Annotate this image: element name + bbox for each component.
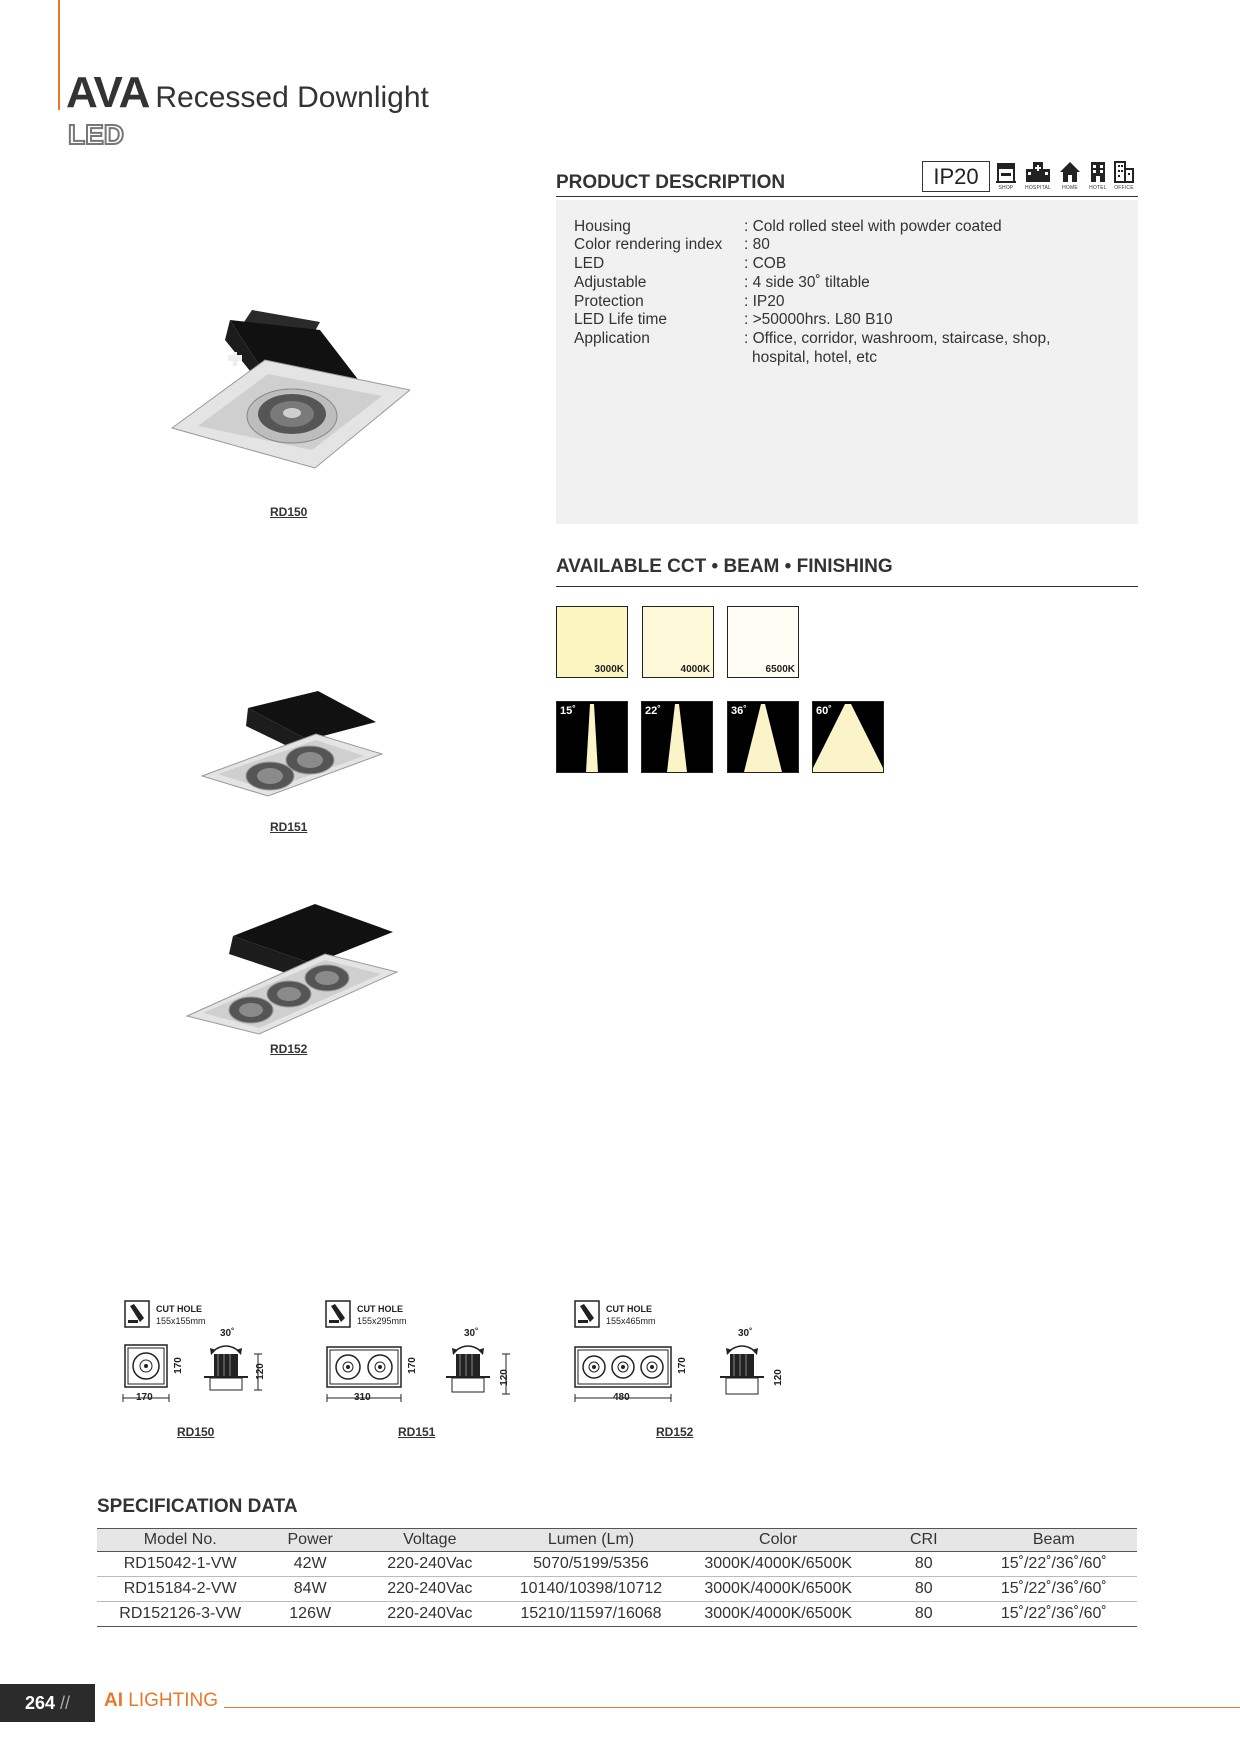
shop-label: SHOP bbox=[998, 185, 1014, 191]
rd150-front-drawing bbox=[124, 1344, 168, 1390]
specification-table bbox=[97, 1528, 1137, 1627]
hospital-icon bbox=[1024, 160, 1052, 194]
cell-beam: 15˚/22˚/36˚/60˚ bbox=[971, 1552, 1137, 1577]
header-accent-line bbox=[58, 0, 60, 110]
cell-power: 84W bbox=[263, 1577, 357, 1602]
cell-beam: 15˚/22˚/36˚/60˚ bbox=[971, 1577, 1137, 1602]
cell-color: 3000K/4000K/6500K bbox=[679, 1602, 877, 1627]
cell-color: 3000K/4000K/6500K bbox=[679, 1552, 877, 1577]
spec-row-protection: Protection : IP20 bbox=[574, 293, 785, 310]
rd151-height-dim: 120 bbox=[498, 1369, 510, 1386]
page-separator: // bbox=[60, 1693, 71, 1713]
cell-cri: 80 bbox=[877, 1552, 971, 1577]
spec-row-application-cont: hospital, hotel, etc bbox=[752, 349, 877, 366]
page-number: 264 bbox=[24, 1693, 55, 1713]
led-badge-text: LED bbox=[68, 120, 124, 148]
col-color: Color bbox=[679, 1529, 877, 1552]
hospital-label: HOSPITAL bbox=[1025, 185, 1051, 191]
office-label: OFFICE bbox=[1114, 185, 1134, 191]
rd152-cut-hole: CUT HOLE 155x465mm bbox=[606, 1304, 656, 1326]
cut-hole-icon bbox=[574, 1300, 600, 1328]
rd151-width-dim: 310 bbox=[354, 1392, 371, 1403]
cct-beam-heading: AVAILABLE CCT • BEAM • FINISHING bbox=[556, 556, 893, 577]
brand-light: LIGHTING bbox=[123, 1690, 219, 1711]
hotel-icon bbox=[1084, 160, 1112, 194]
rd152-label: RD152 bbox=[270, 1042, 308, 1056]
cct-swatch-6500k: 6500K bbox=[727, 606, 799, 678]
cell-model: RD15042-1-VW bbox=[97, 1552, 263, 1577]
col-voltage: Voltage bbox=[357, 1529, 503, 1552]
office-icon bbox=[1110, 160, 1138, 194]
rd150-width-dim: 170 bbox=[136, 1392, 153, 1403]
footer-rule bbox=[224, 1707, 1240, 1708]
col-cri: CRI bbox=[877, 1529, 971, 1552]
cut-hole-icon bbox=[124, 1300, 150, 1328]
beam-15: 15˚ bbox=[556, 701, 628, 773]
cut-hole-icon bbox=[325, 1300, 351, 1328]
rd150-drawing-label: RD150 bbox=[177, 1425, 215, 1439]
cell-cri: 80 bbox=[877, 1577, 971, 1602]
cell-lumen: 15210/11597/16068 bbox=[503, 1602, 680, 1627]
spec-row-life-time: LED Life time : >50000hrs. L80 B10 bbox=[574, 311, 893, 328]
rd150-cut-hole: CUT HOLE 155x155mm bbox=[156, 1304, 206, 1326]
product-description-panel bbox=[556, 200, 1138, 524]
rd152-drawing-label: RD152 bbox=[656, 1425, 694, 1439]
title-model: AVA bbox=[66, 68, 150, 117]
col-model: Model No. bbox=[97, 1529, 263, 1552]
rd150-depth-dim: 170 bbox=[172, 1357, 184, 1374]
cct-swatch-3000k: 3000K bbox=[556, 606, 628, 678]
title-product-type: Recessed Downlight bbox=[155, 81, 429, 114]
page-number-box bbox=[0, 1684, 95, 1722]
spec-row-cri: Color rendering index : 80 bbox=[574, 236, 770, 253]
description-rule bbox=[556, 196, 1138, 197]
rd152-product-image bbox=[185, 896, 400, 1036]
cell-power: 126W bbox=[263, 1602, 357, 1627]
rd151-drawing-label: RD151 bbox=[398, 1425, 436, 1439]
shop-icon bbox=[992, 160, 1020, 194]
specification-heading: SPECIFICATION DATA bbox=[97, 1496, 298, 1517]
rd150-label: RD150 bbox=[270, 505, 308, 519]
rd152-depth-dim: 170 bbox=[676, 1357, 688, 1374]
cell-cri: 80 bbox=[877, 1602, 971, 1627]
spec-row-led: LED : COB bbox=[574, 255, 787, 272]
cell-model: RD152126-3-VW bbox=[97, 1602, 263, 1627]
home-icon bbox=[1056, 160, 1084, 194]
product-description-heading: PRODUCT DESCRIPTION bbox=[556, 172, 786, 193]
rd150-tilt-dim: 30˚ bbox=[220, 1328, 235, 1339]
cct-swatch-4000k: 4000K bbox=[642, 606, 714, 678]
rd152-tilt-dim: 30˚ bbox=[738, 1328, 753, 1339]
rd151-cut-hole: CUT HOLE 155x295mm bbox=[357, 1304, 407, 1326]
col-beam: Beam bbox=[971, 1529, 1137, 1552]
rd151-front-drawing bbox=[326, 1346, 402, 1388]
rd152-front-drawing bbox=[574, 1346, 672, 1388]
beam-36: 36˚ bbox=[727, 701, 799, 773]
rd150-product-image bbox=[170, 300, 410, 480]
cell-power: 42W bbox=[263, 1552, 357, 1577]
table-row bbox=[97, 1552, 1137, 1577]
rd151-label: RD151 bbox=[270, 820, 308, 834]
rd152-height-dim: 120 bbox=[772, 1369, 784, 1386]
ip-rating-badge: IP20 bbox=[922, 161, 990, 192]
home-label: HOME bbox=[1062, 185, 1078, 191]
brand-bold: AI bbox=[104, 1690, 123, 1711]
col-lumen: Lumen (Lm) bbox=[503, 1529, 680, 1552]
led-badge bbox=[66, 120, 146, 148]
table-row bbox=[97, 1602, 1137, 1627]
cell-color: 3000K/4000K/6500K bbox=[679, 1577, 877, 1602]
table-row bbox=[97, 1577, 1137, 1602]
spec-row-housing: Housing : Cold rolled steel with powder coated bbox=[574, 218, 1002, 235]
beam-60: 60˚ bbox=[812, 701, 884, 773]
cell-lumen: 10140/10398/10712 bbox=[503, 1577, 680, 1602]
footer-brand bbox=[104, 1690, 218, 1712]
rd151-tilt-dim: 30˚ bbox=[464, 1328, 479, 1339]
rd151-depth-dim: 170 bbox=[406, 1357, 418, 1374]
cell-voltage: 220-240Vac bbox=[357, 1602, 503, 1627]
hotel-label: HOTEL bbox=[1089, 185, 1107, 191]
rd151-product-image bbox=[198, 686, 398, 806]
cell-lumen: 5070/5199/5356 bbox=[503, 1552, 680, 1577]
spec-row-adjustable: Adjustable : 4 side 30˚ tiltable bbox=[574, 274, 870, 291]
spec-header-row bbox=[97, 1529, 1137, 1552]
rd150-height-dim: 120 bbox=[254, 1363, 266, 1380]
rd152-width-dim: 480 bbox=[613, 1392, 630, 1403]
cct-rule bbox=[556, 586, 1138, 587]
cell-voltage: 220-240Vac bbox=[357, 1552, 503, 1577]
cell-model: RD15184-2-VW bbox=[97, 1577, 263, 1602]
page-title bbox=[66, 68, 429, 118]
col-power: Power bbox=[263, 1529, 357, 1552]
cell-beam: 15˚/22˚/36˚/60˚ bbox=[971, 1602, 1137, 1627]
cell-voltage: 220-240Vac bbox=[357, 1577, 503, 1602]
beam-22: 22˚ bbox=[641, 701, 713, 773]
spec-row-application: Application : Office, corridor, washroom, staircase, shop, bbox=[574, 330, 1051, 347]
